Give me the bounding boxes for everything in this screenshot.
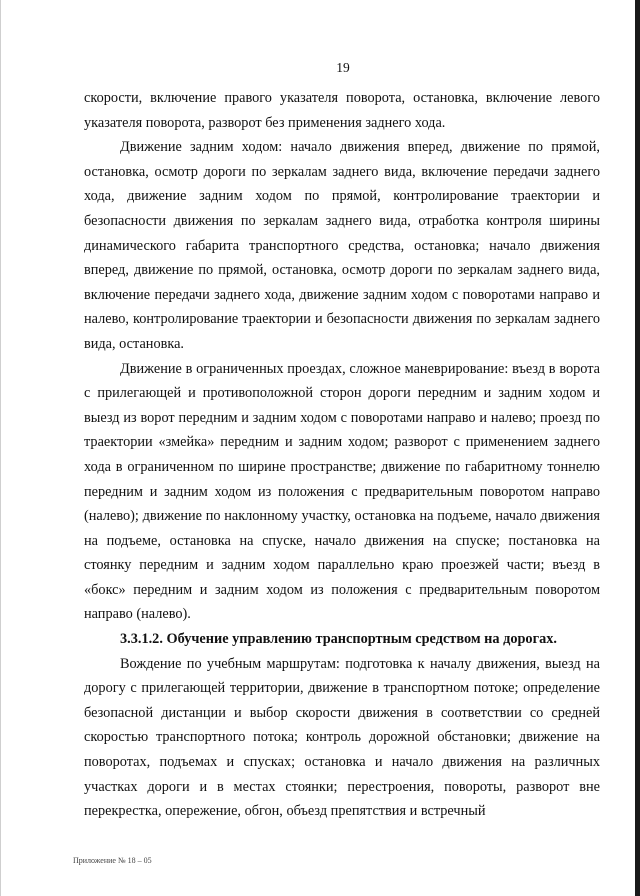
page-footer: Приложение № 18 – 05: [73, 856, 152, 865]
section-heading: 3.3.1.2. Обучение управлению транспортным средством на дорогах.: [120, 631, 557, 648]
page-left-edge: [0, 0, 1, 896]
paragraph-restricted-passages: Движение в ограниченных проездах, сложное маневрирование: въезд в ворота с прилегающей и противоположной сторон дороги передним и задним ходом и выезд из ворот передним и задним ходом с поворотами направо и налево; проезд по траектории «змейка» передним и задним ходом; разворот с применением заднего хода в ограниченном по ширине пространстве; движение по габаритному тоннелю передним и задним ходом из положения с предварительным поворотом направо (налево); движение по наклонному участку, остановка на подъеме, начало движения на подъеме, остановка на спуске, начало движения на спуске; постановка на стоянку передним и задним ходом параллельно краю проезжей части; въезд в «бокс» передним и задним ходом из положения с предварительным поворотом направо (налево).: [84, 360, 600, 623]
scan-border: [635, 0, 640, 896]
page-number: 19: [336, 60, 350, 75]
document-body: [84, 86, 600, 824]
paragraph-reverse-driving: Движение задним ходом: начало движения вперед, движение по прямой, остановка, осмотр дороги по зеркалам заднего вида, включение передачи заднего хода, движение задним ходом по прямой, контролирование траектории и безопасности движения по зеркалам заднего вида, отработка контроля ширины динамического габарита транспортного средства, остановка; начало движения вперед, движение по прямой, остановка, осмотр дороги по зеркалам заднего вида, включение передачи заднего хода, движение задним ходом с поворотами направо и налево, контролирование траектории и безопасности движения по зеркалам заднего вида, остановка.: [84, 139, 600, 352]
paragraph-continuation: скорости, включение правого указателя поворота, остановка, включение левого указателя поворота, разворот без применения заднего хода.: [84, 90, 600, 131]
paragraph-training-routes: Вождение по учебным маршрутам: подготовка к началу движения, выезд на дорогу с прилегающей территории, движение в транспортном потоке; определение безопасной дистанции и выбор скорости движения в соответствии со средней скоростью транспортного потока; контроль дорожной обстановки; движение на поворотах, подъемах и спусках; остановка и начало движения на различных участках дороги и в местах стоянки; перестроения, повороты, разворот вне перекрестка, опережение, обгон, объезд препятствия и встречный: [84, 655, 600, 820]
